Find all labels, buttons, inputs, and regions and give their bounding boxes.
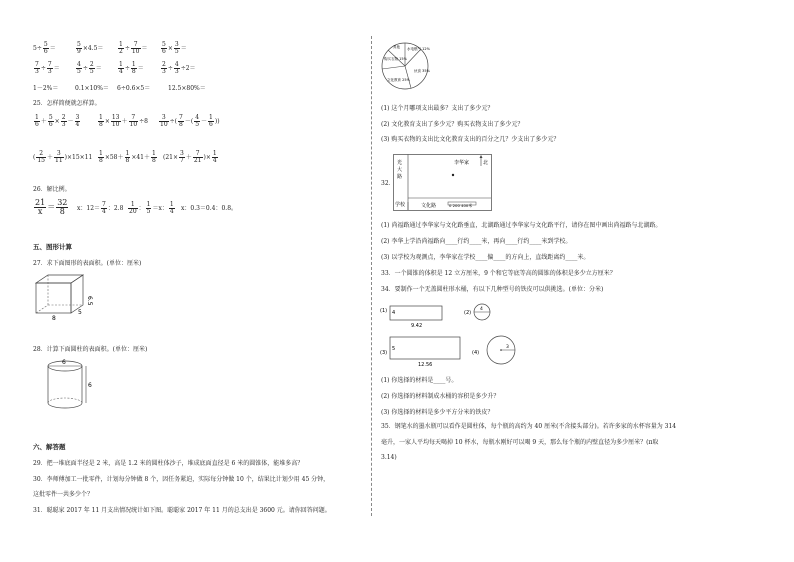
option-3-label: (3) [380, 350, 388, 356]
q26-item: x：12＝ $\frac{7}{4}$ ：2.8 [77, 201, 124, 215]
cuboid-depth-label: 5 [78, 309, 82, 316]
q35-text: 35．钢笔水的墨水瓶可以看作是圆柱体，每个瓶的高约为 40 厘米(不含接头部分)。若许多家的水杯容量为 314 [381, 423, 677, 430]
option-1-height: 4 [392, 310, 396, 316]
q26-title: 26．解比例。 [33, 186, 71, 193]
option-1-rect [390, 306, 442, 320]
home-marker [452, 174, 454, 176]
q35-text-cont: 毫升，一家人平均每天喝掉 10 杯水，每瓶水刚好可以喝 9 天，那么每个瓶的内壁直径为多少厘米？(π取 [381, 439, 659, 446]
calc-item: $\frac{5}{6}$ × $\frac{3}{5}$ ＝ [162, 41, 187, 55]
column-divider [371, 36, 372, 516]
cylinder-diameter-label: 6 [62, 359, 66, 366]
calc-item: 12.5×80%＝ [168, 85, 206, 92]
pie-label-education: 文化教育 25% [387, 78, 410, 82]
pie-label-other: 其他 [393, 45, 400, 49]
q28-text: 28．计算下面圆柱的表面积。(单位：厘米) [33, 346, 148, 353]
cylinder-figure [45, 358, 95, 412]
q34-sub-3: (3) 你选择的材料是多少平方分米的铁皮？ [381, 409, 494, 416]
q25-item: $\frac{3}{10}$ ÷( $\frac{7}{8}$ －( $\frac{4}{5}$ － $\frac{1}{6}$ )) [160, 114, 220, 128]
q31-sub-1: (1) 这个月哪项支出最多？支出了多少元？ [381, 105, 494, 112]
q26-item: x：0.3＝0.4：0.8。 [181, 205, 238, 212]
q31-text: 31．聪聪家 2017 年 11 月支出情况统计如下图。聪聪家 2017 年 11 月的总支出是 3600 元。请你回答问题。 [33, 507, 331, 514]
pie-label-utilities: 水电燃气 12% [407, 47, 430, 51]
calc-item: $\frac{7}{3}$ ÷ $\frac{7}{3}$ ＝ [35, 61, 60, 75]
q30-text: 30．李师傅加工一批零件，计划每分钟做 8 个，因任务紧迫，实际每分钟做 10 个，结果比计划少用 45 分钟， [33, 476, 330, 483]
option-1-width: 9.42 [411, 323, 423, 329]
road-guangda-label: 光大路 [397, 160, 403, 180]
q34-sub-1: (1) 你选择的材料是____号。 [381, 377, 458, 384]
option-4-radius: 3 [506, 345, 509, 350]
calc-item: 1－2%＝ [33, 85, 59, 92]
cylinder-height-label: 6 [88, 382, 92, 389]
option-3-height: 5 [392, 346, 396, 352]
calc-item: $\frac{4}{5}$ ÷ $\frac{2}{5}$ ＝ [77, 61, 102, 75]
school-label: 学校 [395, 202, 406, 208]
q33-text: 33．一个圆锥的体积是 12 立方厘米，9 个和它等底等高的圆锥的体积是多少立方厘米？ [381, 270, 616, 277]
calc-item: 0.1×10%＝ [75, 85, 109, 92]
section-6-title: 六、解答题 [33, 443, 66, 451]
q30-text-cont: 这批零件一共多少个？ [33, 491, 94, 498]
calc-item: $\frac{1}{2}$ ÷ $\frac{7}{10}$ ＝ [119, 41, 148, 55]
q32-sub-2: (2) 李华上学沿尚福路向____行约____米，再向____行约____米到学校。 [381, 238, 572, 245]
q32-sub-3: (3) 以学校为观测点，李华家在学校____偏____的方向上，直线距离约____米。 [381, 254, 590, 261]
sheet-options [378, 302, 538, 372]
option-3-width: 12.56 [418, 362, 433, 368]
home-label: 李华家 [454, 160, 470, 166]
road-wenhua-label: 文化路 [421, 203, 437, 209]
option-3-rect [390, 337, 460, 359]
q25-item: $\frac{1}{8}$ × $\frac{13}{10}$ ＋ $\frac{7}{10}$ ÷8 [99, 114, 149, 128]
q25-title: 25．怎样简便就怎样算。 [33, 100, 101, 107]
q26-item: $\frac{1}{20}$ ： $\frac{1}{5}$ ＝x： $\frac{1}{4}$ [129, 201, 174, 215]
section-5-title: 五、图形计算 [33, 243, 72, 251]
cuboid-width-label: 8 [52, 315, 56, 322]
q35-text-end: 3.14) [381, 454, 397, 461]
q25-item: (21× $\frac{3}{7}$ ＋ $\frac{7}{21}$ )× $\frac{1}{4}$ [163, 150, 217, 164]
q34-text: 34．要制作一个无盖圆柱形水桶，有以下几种型号的铁皮可以供挑选。(单位：分米) [381, 286, 604, 293]
q31-sub-2: (2) 文化教育支出了多少元？购买衣物支出了多少元？ [381, 121, 524, 128]
q26-item: $\frac{21}{x}$ ＝ $\frac{32}{8}$ [35, 198, 68, 216]
q32-sub-1: (1) 尚福路通过李华家与文化路垂直，北湖路通过李华家与文化路平行，请你在图中画出尚福路与北湖路。 [381, 222, 662, 229]
location-map [393, 154, 493, 212]
expense-pie-chart [381, 38, 441, 98]
q25-item: $\frac{1}{6}$ ＋ $\frac{5}{6}$ × $\frac{2}{3}$ － $\frac{3}{4}$ [35, 114, 80, 128]
north-label: 北 [483, 160, 489, 166]
option-1-label: (1) [380, 308, 388, 314]
q34-sub-2: (2) 你选择的材料制成水桶的容积是多少升？ [381, 393, 500, 400]
q31-sub-3: (3) 购买衣物的支出比文化教育支出的百分之几？少支出了多少元？ [381, 136, 560, 143]
calc-item: 6÷0.6×5＝ [117, 85, 151, 92]
option-2-diameter: 4 [480, 307, 483, 312]
pie-label-food: 伙食 35% [414, 69, 430, 73]
q29-text: 29．把一堆底面半径是 2 米，高是 1.2 米的圆柱体沙子，堆成底面直径是 6 米的圆锥体，能堆多高？ [33, 460, 304, 467]
option-4-label: (4) [472, 350, 480, 356]
q25-item: $\frac{1}{8}$ ×58＋ $\frac{1}{8}$ ×41＋ $\frac{1}{8}$ [99, 150, 156, 164]
calc-item: $\frac{5}{9}$ ×4.5＝ [77, 41, 104, 55]
q25-item: ( $\frac{2}{15}$ ＋ $\frac{3}{11}$ )×15×11 [33, 150, 93, 164]
q32-number: 32． [381, 180, 395, 187]
map-scale: 0 200 400米 [449, 203, 473, 208]
cuboid-height-label: 6.5 [86, 296, 93, 306]
pie-label-clothing: 购买衣物 15% [384, 57, 407, 61]
calc-item: $\frac{1}{4}$ ÷ $\frac{1}{8}$ ＝ [119, 61, 144, 75]
cuboid-figure [30, 270, 93, 322]
calc-item: $\frac{2}{3}$ ÷ $\frac{4}{3}$ ÷2＝ [162, 61, 196, 75]
option-2-label: (2) [464, 310, 472, 316]
calc-item: 5÷ $\frac{5}{6}$ ＝ [33, 41, 56, 55]
q27-text: 27．求下面图形的表面积。(单位：厘米) [33, 260, 142, 267]
